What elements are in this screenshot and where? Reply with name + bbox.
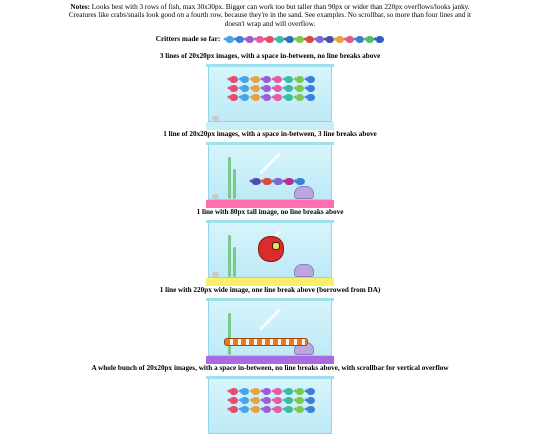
fish-icon <box>241 94 249 101</box>
fish-icon <box>296 397 304 404</box>
fish-icon <box>263 397 271 404</box>
notes-body: Looks best with 3 rows of fish, max 30x30px. Bigger can work too but taller than 90px or wider than 220px overflows/looks janky. Creatures like crabs/snails look good on a fourth row, because they're in the sand. See examples. No scrollbar, so more than four lines and it doesn't wrap and will overflow. <box>68 3 472 28</box>
fish-icon <box>307 94 315 101</box>
example-2-caption: 1 line of 20x20px images, with a space in-between, 3 line breaks above <box>163 130 377 138</box>
example-4-caption: 1 line with 220px wide image, one line break above (borrowed from DA) <box>159 286 381 294</box>
fish-icon <box>274 388 282 395</box>
example-3-caption: 1 line with 80px tall image, no line breaks above <box>196 208 344 216</box>
fish-icon <box>274 76 282 83</box>
rock <box>294 186 314 199</box>
seaweed <box>233 169 236 199</box>
fish-icon <box>252 85 260 92</box>
fish-icon <box>296 388 304 395</box>
seaweed <box>228 313 231 355</box>
fish-icon <box>230 406 238 413</box>
fish-icon <box>285 85 293 92</box>
fish-icon <box>230 94 238 101</box>
example-1-tank <box>206 62 334 130</box>
example-5-tank[interactable] <box>206 374 334 442</box>
fish-icon <box>285 94 293 101</box>
fish-icon <box>263 94 271 101</box>
fish-icon <box>274 406 282 413</box>
fish-icon <box>252 76 260 83</box>
fish-icon <box>252 388 260 395</box>
fish-icon <box>230 397 238 404</box>
tank-base <box>206 122 334 130</box>
fish-icon <box>307 388 315 395</box>
fish-icon <box>263 388 271 395</box>
rock <box>294 264 314 277</box>
notes-text <box>60 3 480 28</box>
tank-rim <box>206 220 334 223</box>
fish-icon <box>241 406 249 413</box>
shell-icon <box>212 272 219 277</box>
fish-icon <box>252 406 260 413</box>
notes-label: Notes: <box>70 3 90 11</box>
fish-icon <box>296 94 304 101</box>
fish-grid <box>230 76 315 101</box>
fish-icon <box>230 85 238 92</box>
fish-icon <box>285 76 293 83</box>
example-4-tank <box>206 296 334 364</box>
fish-icon <box>307 397 315 404</box>
tank-base <box>206 200 334 208</box>
fish-icon <box>274 94 282 101</box>
tank-base <box>206 278 334 286</box>
tank-rim <box>206 298 334 301</box>
seaweed <box>228 235 231 277</box>
fish-icon <box>307 406 315 413</box>
fish-icon <box>263 406 271 413</box>
fish-icon <box>263 85 271 92</box>
squid-icon <box>258 236 284 262</box>
crab-icon <box>296 178 305 185</box>
fish-icon <box>274 85 282 92</box>
fish-icon <box>285 397 293 404</box>
fish-grid <box>230 388 315 413</box>
fish-icon <box>252 397 260 404</box>
fish-icon <box>285 406 293 413</box>
fish-icon <box>376 36 384 43</box>
example-5-caption: A whole bunch of 20x20px images, with a space in-between, no line breaks above, with scrollbar for vertical overflow <box>91 364 449 372</box>
seaweed <box>233 247 236 277</box>
fish-icon <box>241 85 249 92</box>
fish-icon <box>252 94 260 101</box>
fish-icon <box>285 388 293 395</box>
example-2-tank <box>206 140 334 208</box>
tank-base <box>206 356 334 364</box>
critters-label: Critters made so far: <box>155 34 221 43</box>
fish-icon <box>241 76 249 83</box>
fish-icon <box>274 397 282 404</box>
seaweed <box>228 157 231 199</box>
eel-icon <box>224 338 308 346</box>
example-3-tank <box>206 218 334 286</box>
shell-icon <box>212 116 219 121</box>
critter-line <box>252 178 305 185</box>
fish-icon <box>307 76 315 83</box>
fish-icon <box>241 397 249 404</box>
fish-icon <box>296 406 304 413</box>
fish-icon <box>263 76 271 83</box>
shell-icon <box>212 194 219 199</box>
example-1-caption: 3 lines of 20x20px images, with a space in-between, no line breaks above <box>159 52 381 60</box>
fish-icon <box>230 76 238 83</box>
fish-icon <box>296 76 304 83</box>
fish-icon <box>230 388 238 395</box>
critters-gallery <box>0 32 540 46</box>
tank-rim <box>206 376 334 379</box>
fish-icon <box>241 388 249 395</box>
tank-rim <box>206 142 334 145</box>
fish-icon <box>307 85 315 92</box>
tank-rim <box>206 64 334 67</box>
fish-icon <box>296 85 304 92</box>
